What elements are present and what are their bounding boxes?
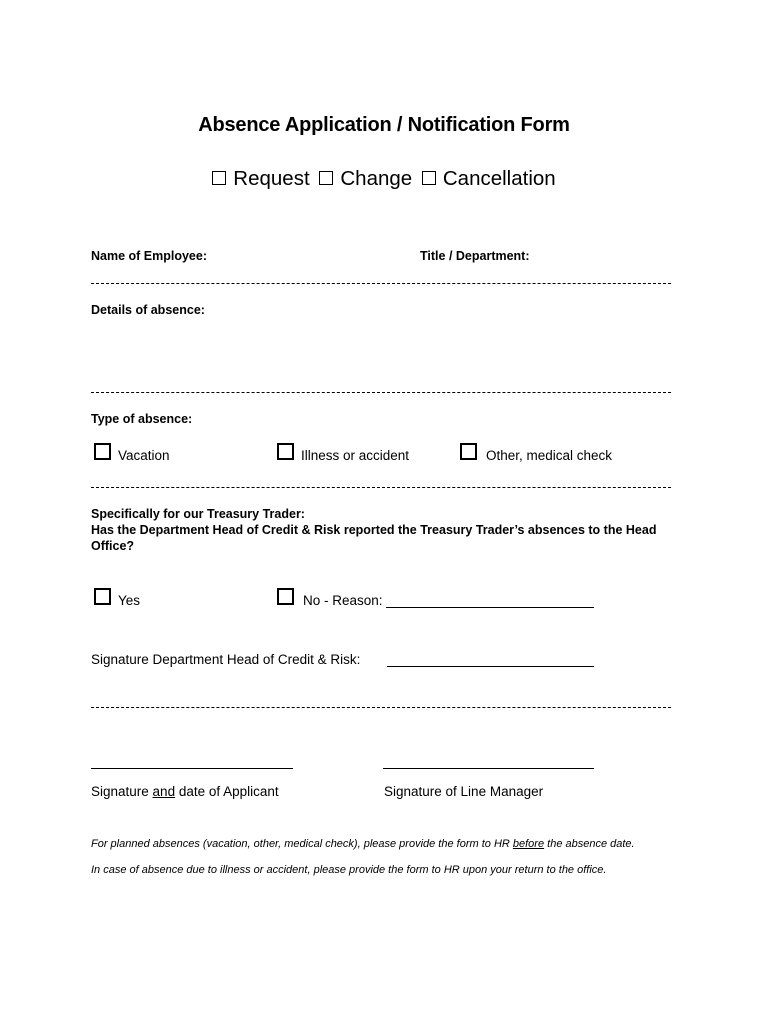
planned-note-underlined: before [512, 838, 545, 850]
request-label: Request [233, 167, 310, 190]
no-reason-label: No - Reason: [303, 593, 383, 608]
signature-applicant-text-before: Signature [91, 784, 153, 799]
illness-checkbox[interactable] [277, 443, 294, 460]
illness-label: Illness or accident [301, 448, 410, 463]
change-option[interactable] [319, 167, 412, 191]
other-medical-checkbox[interactable] [460, 443, 477, 460]
signature-dept-head-field[interactable] [387, 666, 594, 667]
divider [91, 283, 671, 284]
yes-label: Yes [118, 593, 141, 608]
request-option[interactable] [212, 167, 309, 191]
title-department-label: Title / Department: [420, 249, 530, 263]
cancellation-checkbox[interactable] [422, 171, 436, 185]
change-checkbox[interactable] [319, 171, 333, 185]
signature-applicant-label [91, 784, 279, 799]
divider [91, 392, 671, 393]
yes-checkbox[interactable] [94, 588, 111, 605]
request-type-row [0, 167, 768, 192]
divider [91, 487, 671, 488]
vacation-label: Vacation [118, 448, 170, 463]
planned-note-after: the absence date. [544, 838, 635, 850]
planned-note-before: For planned absences (vacation, other, medical check), please provide the form to HR [91, 838, 513, 850]
details-of-absence-label: Details of absence: [91, 303, 205, 317]
no-reason-field[interactable] [386, 607, 594, 608]
signature-applicant-field[interactable] [91, 768, 293, 769]
signature-applicant-text-underlined: and [152, 784, 176, 799]
planned-absence-note [91, 838, 635, 850]
cancellation-option[interactable] [422, 167, 556, 191]
vacation-checkbox[interactable] [94, 443, 111, 460]
type-of-absence-label: Type of absence: [91, 412, 193, 426]
other-medical-label: Other, medical check [486, 448, 613, 463]
signature-dept-head-label: Signature Department Head of Credit & Risk: [91, 652, 361, 667]
form-title: Absence Application / Notification Form [198, 114, 570, 136]
signature-line-manager-field[interactable] [383, 768, 594, 769]
name-of-employee-label: Name of Employee: [91, 249, 208, 263]
cancellation-label: Cancellation [442, 167, 556, 190]
illness-absence-note: In case of absence due to illness or accident, please provide the form to HR upon your return to the office. [91, 864, 607, 876]
divider [91, 707, 671, 708]
treasury-question: Has the Department Head of Credit & Risk reported the Treasury Trader’s absences to the Head Office? [91, 523, 657, 553]
change-label: Change [340, 167, 413, 190]
signature-applicant-text-after: date of Applicant [175, 784, 279, 799]
treasury-heading: Specifically for our Treasury Trader: [91, 507, 305, 521]
signature-line-manager-label: Signature of Line Manager [384, 784, 544, 799]
no-checkbox[interactable] [277, 588, 294, 605]
request-checkbox[interactable] [212, 171, 226, 185]
